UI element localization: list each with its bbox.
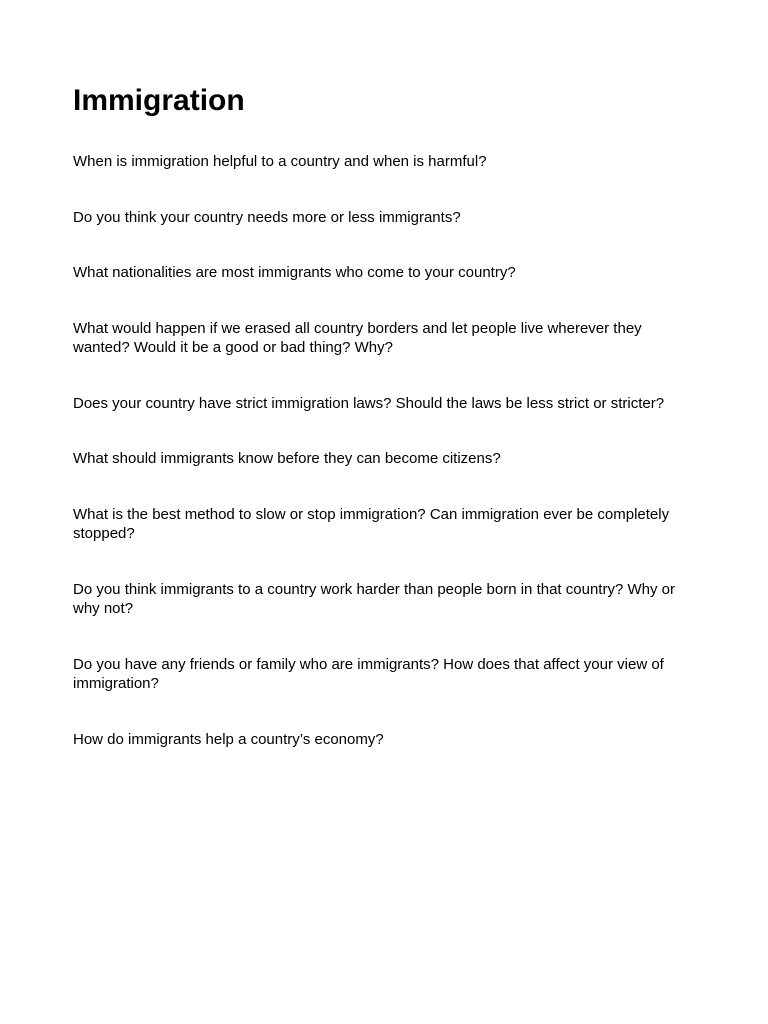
question-4: What would happen if we erased all country borders and let people live wherever they wanted? Would it be a good or bad thing? Why? [73,319,642,356]
question-7: What is the best method to slow or stop immigration? Can immigration ever be completely stopped? [73,505,670,542]
question-5: Does your country have strict immigration laws? Should the laws be less strict or stricter? [73,394,665,412]
question-10: How do immigrants help a country’s economy? [73,730,384,748]
document-title: Immigration [73,84,245,117]
question-1: When is immigration helpful to a country and when is harmful? [73,153,487,170]
question-8: Do you think immigrants to a country work harder than people born in that country? Why or why not? [73,580,675,617]
question-list [73,152,695,749]
question-2: Do you think your country needs more or less immigrants? [73,208,461,226]
question-6: What should immigrants know before they can become citizens? [73,450,501,467]
question-9: Do you have any friends or family who are immigrants? How does that affect your view of immigration? [73,655,664,692]
question-3: What nationalities are most immigrants who come to your country? [73,264,516,281]
